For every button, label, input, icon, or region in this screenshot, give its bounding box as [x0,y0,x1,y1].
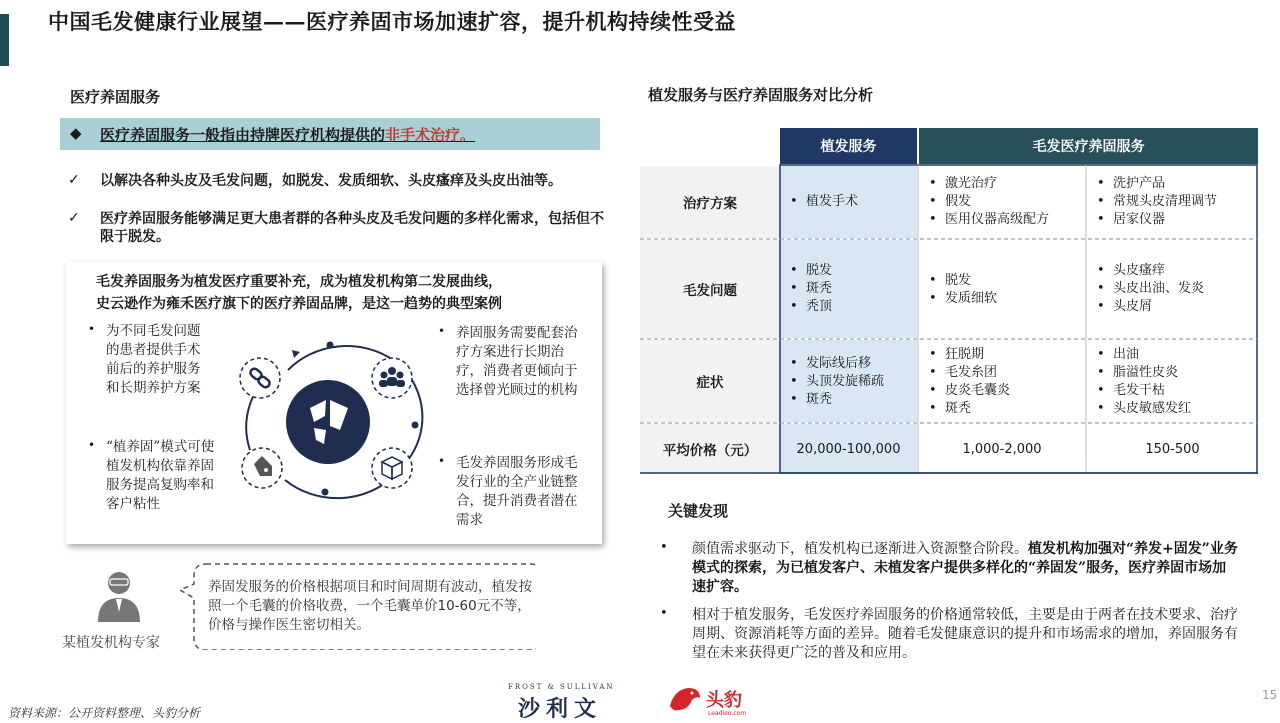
definition-text: 医疗养固服务一般指由持牌医疗机构提供的非手术治疗。 [100,126,476,144]
expert-quote: 养固发服务的价格根据项目和时间周期有波动，植发按照一个毛囊的价格收费，一个毛囊单价10-60元不等，价格与操作医生密切相关。 [208,579,532,633]
comparison-table [640,128,1258,474]
box-icon [372,448,412,488]
frost-logo-top: FROST & SULLIVAN [508,683,615,691]
case-bullet: 为不同毛发问题的患者提供手术前后的养护服务和长期养护方案 [106,323,201,396]
table-cell: • 发际线后移 • 头顶发旋稀疏 • 斑秃 [780,340,917,422]
key-finding-item: 相对于植发服务，毛发医疗养固服务的价格通常较低，主要是由于两者在技术要求、治疗周期、资源消耗等方面的差异。随着毛发健康意识的提升和市场需求的增加，养固服务有望在未来获得更广泛的普及和应用。 [692,607,1238,661]
tag-icon [242,448,282,488]
table-cell: • 狂脱期 • 毛发糸团 • 皮炎毛囊炎 • 斑秃 [919,340,1085,422]
table-header-implant: 植发服务 [780,128,917,164]
diamond-icon: ◆ [70,124,82,142]
price-implant: 20,000-100,000 [780,424,917,474]
row-label: 症状 [640,340,780,422]
table-grid [640,128,1258,474]
expert-label: 某植发机构专家 [62,635,160,651]
check-item: 以解决各种头皮及毛发问题，如脱发、发质细软、头皮瘙痒及头皮出油等。 [100,173,562,189]
left-section-title: 医疗养固服务 [70,88,161,106]
leadleo-logo-en: Leadleo.com [708,710,747,717]
table-cell: • 脱发 • 斑秃 • 秃顶 [780,240,917,338]
hair-logo-icon [286,380,370,464]
users-icon [372,358,412,398]
bullet-icon: • [660,540,668,555]
page-number: 15 [1262,688,1278,702]
key-findings-title: 关键发现 [668,502,729,520]
table-cell: • 植发手术 [780,166,917,238]
check-item: 医疗养固服务能够满足更大患者群的各种头皮及毛发问题的多样化需求，包括但不限于脱发。 [100,211,604,245]
right-section-title: 植发服务与医疗养固服务对比分析 [648,86,874,104]
leadleo-logo-cn: 头豹 [706,690,742,711]
row-label: 毛发问题 [640,240,780,338]
check-icon: ✓ [68,172,80,188]
source-note: 资料来源：公开资料整理、头豹分析 [8,706,201,720]
case-heading-line1: 毛发养固服务为植发医疗重要补充，成为植发机构第二发展曲线， [96,274,502,290]
row-label: 治疗方案 [640,166,780,238]
table-cell: • 头皮瘙痒 • 头皮出油、发炎 • 头皮屑 [1087,240,1258,338]
frost-logo-cn: 沙利文 [518,696,603,722]
table-cell: • 脱发 • 发质细软 [919,240,1085,338]
leopard-logo-icon [668,684,702,714]
table-cell: • 激光治疗 • 假发 • 医用仪器高级配方 [919,166,1085,238]
bullet-icon: • [660,606,668,621]
key-finding-item: 颜值需求驱动下，植发机构已逐渐进入资源整合阶段。植发机构加强对“养发+固发”业务模式的探索，为已植发客户、未植发客户提供多样化的“养固发”服务，医疗养固市场加速扩容。 [692,541,1238,595]
case-bullet: 养固服务需要配套治疗方案进行长期治疗，消费者更倾向于选择曾光顾过的机构 [456,325,578,398]
price-care-home: 150-500 [1087,424,1258,474]
page-title: 中国毛发健康行业展望——医疗养固市场加速扩容，提升机构持续性受益 [48,9,736,34]
title-accent-bar [0,14,9,66]
table-cell: • 洗护产品 • 常规头皮清理调节 • 居家仪器 [1087,166,1258,238]
link-icon [240,358,280,398]
row-label: 平均价格（元） [640,424,780,474]
case-heading-line2: 史云逊作为雍禾医疗旗下的医疗养固品牌，是这一趋势的典型案例 [96,296,502,312]
expert-avatar-icon [94,566,144,622]
check-icon: ✓ [68,210,80,226]
case-bullet: 毛发养固服务形成毛发行业的全产业链整合，提升消费者潜在需求 [456,455,578,528]
table-cell: • 出油 • 脂溢性皮炎 • 毛发干枯 • 头皮敏感发红 [1087,340,1258,422]
table-header-care: 毛发医疗养固服务 [919,128,1258,164]
price-care-medical: 1,000-2,000 [919,424,1085,474]
cycle-diagram [230,330,430,510]
definition-highlight: 非手术治疗。 [385,126,476,144]
case-bullet: “植养固”模式可使植发机构依靠养固服务提高复购率和客户粘性 [106,439,215,512]
